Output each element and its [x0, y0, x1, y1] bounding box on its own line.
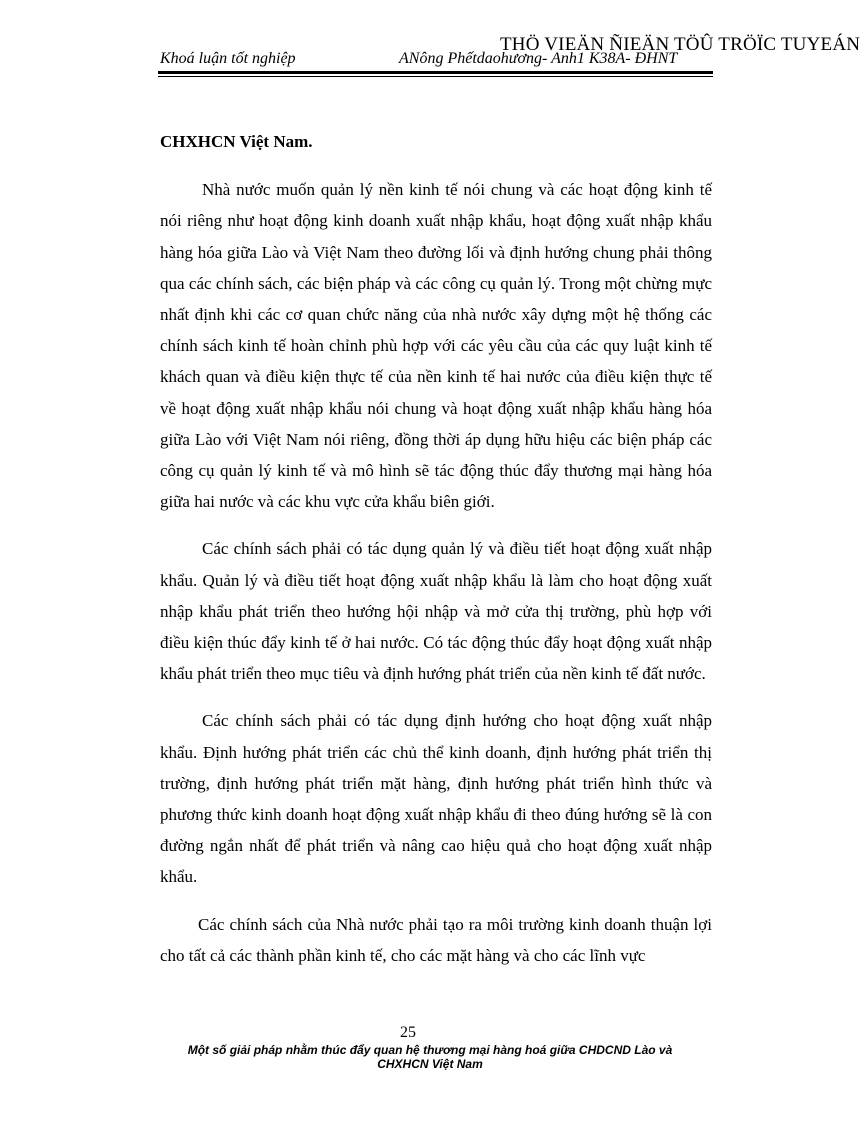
body-paragraph-1: Nhà nước muốn quản lý nền kinh tế nói chung và các hoạt động kinh tế nói riêng như hoạt động kinh doanh xuất nhập khẩu, hoạt động xuất nhập khẩu hàng hóa giữa Lào và Việt Nam theo đường lối và định hướng chung phải thông qua các chính sách, các biện pháp và các công cụ quản lý. Trong một chừng mực nhất định khi các cơ quan chức năng của nhà nước xây dựng một hệ thống các chính sách kinh tế hoàn chỉnh phù hợp với các yêu cầu của các quy luật kinh tế khách quan và điều kiện thực tế của nền kinh tế hai nước của điều kiện thực tế về hoạt động xuất nhập khẩu nói chung và hoạt động xuất nhập khẩu hàng hóa giữa Lào với Việt Nam nói riêng, đồng thời áp dụng hữu hiệu các biện pháp các công cụ quản lý kinh tế và mô hình sẽ tác động thúc đẩy thương mại hàng hóa giữa hai nước và các khu vực cửa khẩu biên giới.	[160, 180, 712, 512]
header-rule-thick	[158, 71, 713, 74]
section-heading: CHXHCN Việt Nam.	[160, 132, 313, 151]
body-paragraph-3: Các chính sách phải có tác dụng định hướng cho hoạt động xuất nhập khẩu. Định hướng phát triển các chủ thể kinh doanh, định hướng phát triển thị trường, định hướng phát triển mặt hàng, định hướng phát triển hình thức và phương thức kinh doanh hoạt động xuất nhập khẩu đi theo đúng hướng sẽ là con đường ngắn nhất để phát triển và nâng cao hiệu quả cho hoạt động xuất nhập khẩu.	[160, 711, 712, 887]
header-rule-thin	[158, 76, 713, 77]
body-paragraph-4: Các chính sách của Nhà nước phải tạo ra môi trường kinh doanh thuận lợi cho tất cả các thành phần kinh tế, cho các mặt hàng và cho các lĩnh vực	[160, 914, 712, 965]
footer-title-line-2: CHXHCN Việt Nam	[377, 1057, 483, 1071]
page-body	[160, 126, 712, 971]
header-thesis-label: Khoá luận tốt nghiệp	[160, 50, 296, 67]
header-author-info: ANông Phếtdaohương- Anh1 K38A- ĐHNT	[399, 50, 678, 67]
library-watermark: THÖ VIEÄN ÑIEÄN TÖÛ TRÖÏC TUYEÁN	[500, 34, 860, 55]
footer-title-line-1: Một số giải pháp nhằm thúc đẩy quan hệ thương mại hàng hoá giữa CHDCND Lào và	[187, 1043, 673, 1057]
page-number: 25	[400, 1024, 416, 1041]
body-paragraph-2: Các chính sách phải có tác dụng quản lý và điều tiết hoạt động xuất nhập khẩu. Quản lý và điều tiết hoạt động xuất nhập khẩu là làm cho hoạt động xuất nhập khẩu phát triển theo hướng hội nhập và mở cửa thị trường, phù hợp với điều kiện thúc đẩy kinh tế ở hai nước. Có tác động thúc đẩy hoạt động xuất nhập khẩu phát triển theo mục tiêu và định hướng phát triển của nền kinh tế đất nước.	[160, 539, 712, 684]
running-footer	[150, 1043, 710, 1071]
